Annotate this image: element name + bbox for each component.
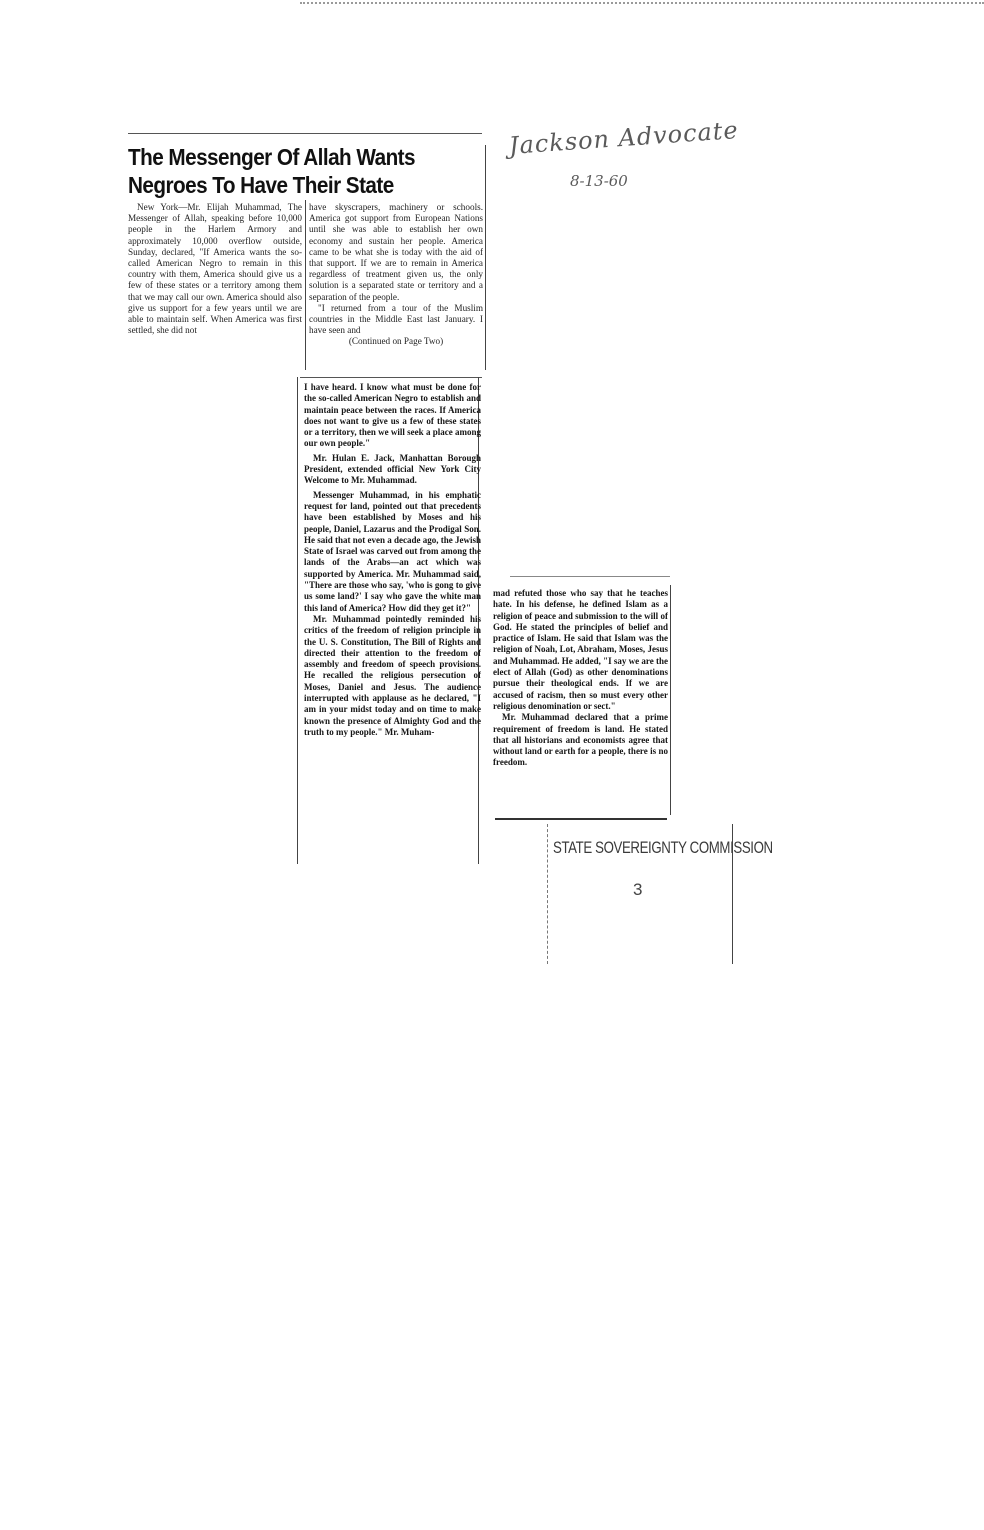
handwritten-publication: Jackson Advocate <box>508 115 740 160</box>
continuation2-paragraph: Mr. Muhammad declared that a prime requirement of freedom is land. He stated that all historians and economists agree that without land or earth for a people, there is no freedom. <box>493 712 668 768</box>
continuation2-right-rule <box>670 585 671 815</box>
headline-line-2: Negroes To Have Their State <box>128 172 394 198</box>
handwritten-date: 8-13-60 <box>570 172 628 190</box>
headline <box>128 143 452 199</box>
top-dotted-border <box>300 2 984 4</box>
stamp-number: 3 <box>633 880 643 899</box>
article-paragraph: have skyscrapers, machinery or schools. America got support from European Nations until she was able to establish her own economy and sustain her people. America came to be what she is today with the aid of that support. If we are to remain in America regardless of treatment given us, the only solution is a separated state or territory and a separation of the people. <box>309 202 483 302</box>
continuation-column <box>304 382 481 860</box>
continued-note: (Continued on Page Two) <box>348 336 444 347</box>
continuation-top-rule <box>300 377 482 378</box>
right-edge-rule <box>485 145 486 370</box>
continuation-paragraph: I have heard. I know what must be done for the so-called American Negro to establish and maintain peace between the races. If America does not want to give us a few of these states or a territory, then we will seek a place among our own people." <box>304 382 481 449</box>
continuation-left-rule <box>297 377 298 864</box>
stamp-title: STATE SOVEREIGNTY COMMISSION <box>553 838 773 857</box>
article-column-2 <box>309 202 483 372</box>
column-divider <box>305 200 306 370</box>
continuation2-paragraph: mad refuted those who say that he teaches hate. In his defense, he defined Islam as a religion of peace and submission to the will of God. He stated the principles of belief and practice of Islam. He said that Islam was the religion of Noah, Lot, Abraham, Moses, Jesus and Muhammad. He added, "I say we are the elect of Allah (God) as other denominations pursue their theological ends. If we are accused of racism, then so must every other religious denomination or sect." <box>493 588 668 711</box>
continuation-paragraph: Mr. Hulan E. Jack, Manhattan Borough President, extended official New York City Welcome to Mr. Muhammad. <box>304 452 481 486</box>
headline-line-1: The Messenger Of Allah Wants <box>128 144 416 170</box>
continuation-paragraph: Messenger Muhammad, in his emphatic request for land, pointed out that precedents have been established by Moses and his people, Daniel, Lazarus and the Prodigal Son. He said that not even a decade ago, the Jewish State of Israel was carved out from among the lands of the Arabs—an act which was supported by America. Mr. Muhammad said, "There are those who say, 'who is gong to give us some land?' I say who gave the white man this land of America? How did they get it?" <box>304 489 481 613</box>
article-paragraph: "I returned from a tour of the Muslim countries in the Middle East last January. I have seen and <box>309 302 483 336</box>
article-column-1 <box>128 202 302 372</box>
top-rule <box>128 133 482 134</box>
continuation-paragraph: Mr. Muhammad pointedly reminded his critics of the freedom of religion principle in the U. S. Constitution, The Bill of Rights and directed their attention to the freedom of assembly and freedom of speech provisions. He recalled the religious persecution of Moses, Daniel and Jesus. The audience interrupted with applause as he declared, "I am in your midst today and on time to make known the presence of Almighty God and the truth to my people." Mr. Muham- <box>304 613 481 737</box>
continuation2-top-rule <box>510 576 670 577</box>
continuation2-column <box>493 588 668 814</box>
commission-stamp <box>543 820 773 968</box>
article-paragraph: New York—Mr. Elijah Muhammad, The Messenger of Allah, speaking before 10,000 people in the Harlem Armory and approximately 10,000 overflow outside, Sunday, declared, "If America wants the so-called American Negro to remain in this country with them, America should give us a few of these states or a territory among them that we may call our own. America should also give us support for a few years until we are able to maintain self. When America was first settled, she did not <box>128 202 302 336</box>
